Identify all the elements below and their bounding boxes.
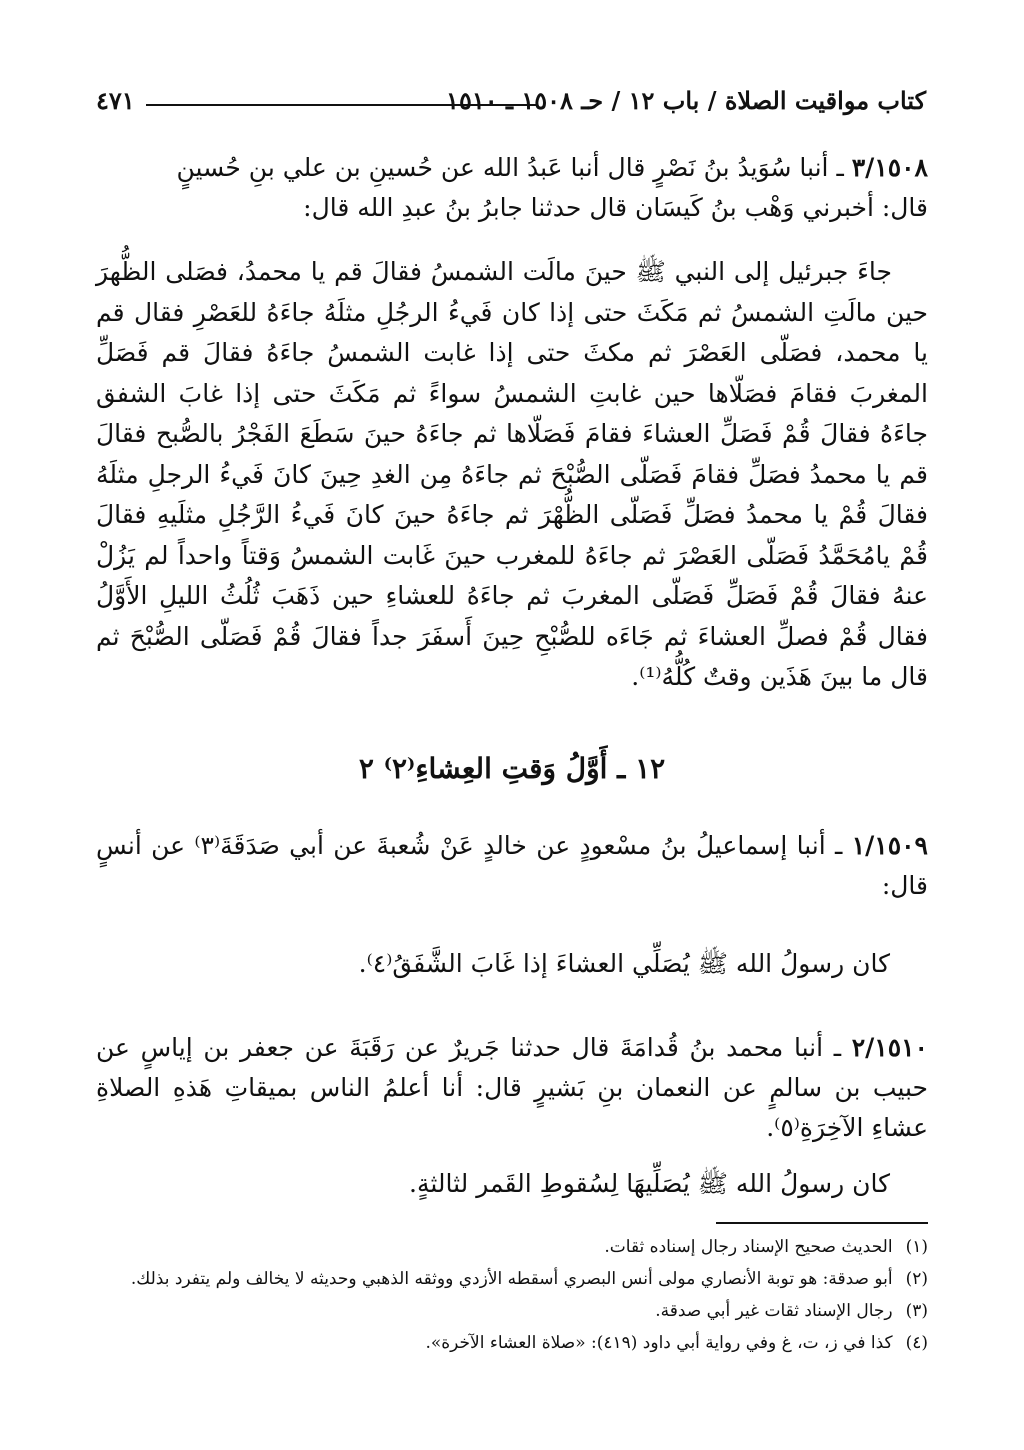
hadith-1510-isnad [96,1028,928,1148]
footnote-text: الحديث صحيح الإسناد رجال إسناده ثقات. [604,1237,893,1257]
hadith-1508-isnad-line1 [96,148,928,188]
footnote-number: (١) [905,1237,928,1257]
hadith-1508-isnad-line2: قال: أخبرني وَهْب بنُ كَيسَان قال حدثنا جابرُ بنُ عبدِ الله قال: [303,193,928,222]
hadith-1508-isnad [96,148,928,228]
page-number: ٤٧١ [96,86,135,115]
footnotes [96,1232,928,1360]
hadith-1509-number: ١/١٥٠٩ [851,831,928,860]
hadith-1509-isnad-text: ـ أنبا إسماعيلُ بنُ مسْعودٍ عن خالدٍ عَنْ شُعبةَ عن أبي صَدَقَةَ⁽٣⁾ عن أنسٍ قال: [96,831,928,900]
footnote-number: (٤) [905,1333,928,1353]
hadith-1510-matn: كان رسولُ الله ﷺ يُصَلِّيهَا لِسُقوطِ القَمر لثالثةٍ. [409,1169,890,1198]
hadith-1510-isnad-text: ـ أنبا محمد بنُ قُدامَةَ قال حدثنا جَريرٌ عن رَقَبَةَ عن جعفر بن إياسٍ عن حبيب بن سالمٍ عن النعمان بنِ بَشيرٍ قال: أنا أعلمُ الناس بميقاتِ هَذهِ الصلاةِ عشاءِ الآخِرَةِ⁽٥⁾. [96,1033,928,1142]
footnote-text: رجال الإسناد ثقات غير أبي صدقة. [655,1301,893,1321]
footnote-2 [96,1264,928,1294]
chapter-title: ١٢ ـ أَوَّلُ وَقتِ العِشاءِ⁽٢⁾ ٢ [358,752,666,785]
footnote-text: أبو صدقة: هو توبة الأنصاري مولى أنس البصري أسقطه الأزدي ووثقه الذهبي وحديثه لا يخالف ولم يتفرد بذلك. [130,1269,893,1289]
hadith-1508-matn: جاءَ جبرئيل إلى النبي ﷺ حينَ مالَت الشمسُ فقالَ قم يا محمدُ، فصَلى الظُّهرَ حين مالَتِ الشمسُ ثم مَكَثَ حتى إذا كان فَيءُ الرجُلِ مثلَهُ جاءَهُ للعَصْرِ فقال قم يا محمد، فصَلّى العَصْرَ ثم مكثَ حتى إذا غابت الشمسُ جاءَهُ فقالَ قم فَصَلِّ المغربَ فقامَ فصَلّاها حين غابتِ الشمسُ سواءً ثم مَكَثَ حتى إذا غابَ الشفق جاءَهُ فقالَ قُمْ فَصَلِّ العشاءَ فقامَ فَصَلّاها ثم جاءَهُ حينَ سَطَعَ الفَجْرُ بالصُّبح فقالَ قم يا محمدُ فصَلِّ فقامَ فَصَلّى الصُّبْحَ ثم جاءَهُ مِن الغدِ حِينَ كانَ فَيءُ الرجلِ مثلَهُ فقالَ قُمْ يا محمدُ فصَلِّ فَصَلّى الظُّهْرَ ثم جاءَهُ حينَ كانَ فَيءُ الرَّجُلِ مثلَيهِ فقالَ قُمْ يامُحَمَّدُ فَصَلّى العَصْرَ ثم جاءَهُ للمغرب حينَ غَابت الشمسُ وَقتاً واحداً لم يَزُلْ عنهُ فقالَ قُمْ فَصَلِّ فَصَلّى المغربَ ثم جاءَهُ للعشاءِ حين ذَهَبَ ثُلُثُ الليلِ الأَوَّلُ فقال قُمْ فصلِّ العشاءَ ثم جَاءَه للصُّبْحِ حِينَ أَسفَرَ جداً فقالَ قُمْ فَصَلّى الصُّبْحَ ثم قال ما بينَ هَذَين وقتٌ كُلُّهُ⁽¹⁾. [96,257,928,691]
hadith-1508-number: ٣/١٥٠٨ [851,153,928,182]
footnote-number: (٣) [905,1301,928,1321]
footnote-1 [96,1232,928,1262]
footnote-4 [96,1328,928,1358]
header-title: كتاب مواقيت الصلاة / باب ١٢ / حـ ١٥٠٨ ـ ١٥١٠ [446,86,926,115]
hadith-1509-isnad [96,826,928,906]
hadith-1510-number: ٢/١٥١٠ [851,1033,928,1062]
footnote-3 [96,1296,928,1326]
footnote-rule [716,1222,928,1224]
running-header [96,82,926,122]
footnote-number: (٢) [905,1269,928,1289]
header-rule [146,104,538,106]
hadith-1508-isnad-text: ـ أنبا سُوَيدُ بنُ نَصْرٍ قال أنبا عَبدُ الله عن حُسينِ بن علي بنِ حُسينٍ [176,153,844,182]
footnote-text: كذا في ز، ت، غ وفي رواية أبي داود (٤١٩): «صلاة العشاء الآخرة». [425,1333,893,1353]
hadith-1509-matn: كان رسولُ الله ﷺ يُصَلِّي العشاءَ إذا غَابَ الشَّفَقُ⁽٤⁾. [358,949,890,978]
